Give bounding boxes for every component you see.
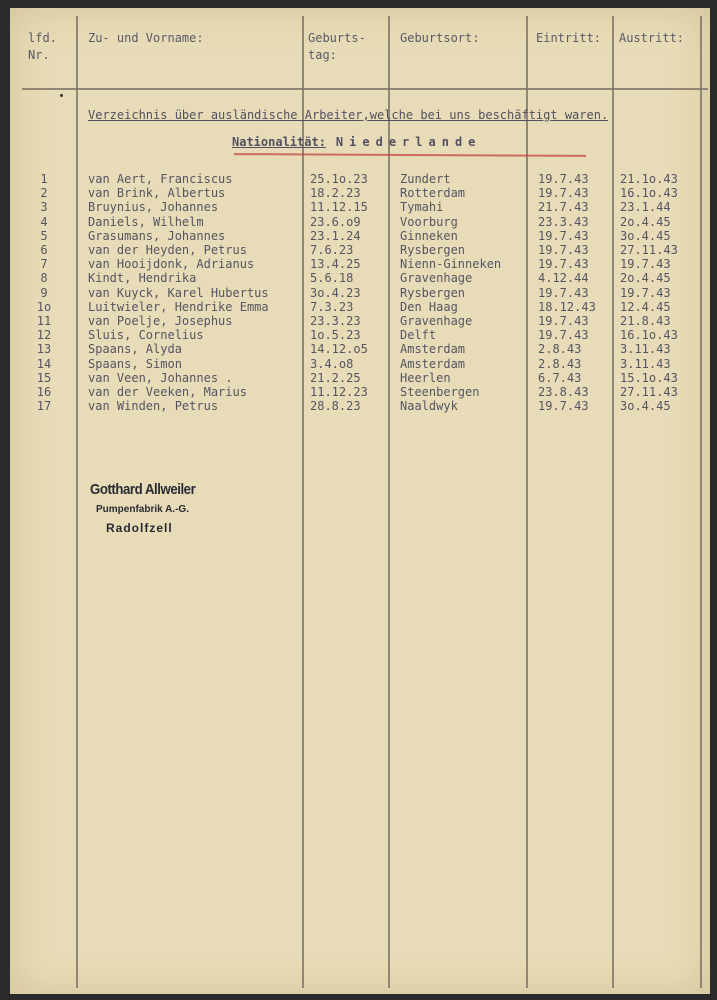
cell-name: Sluis, Cornelius xyxy=(88,328,204,343)
document-page xyxy=(10,8,710,994)
cell-austritt: 21.8.43 xyxy=(620,314,671,328)
cell-name: van Veen, Johannes . xyxy=(88,370,233,385)
cell-nr: 1o xyxy=(36,299,52,314)
cell-name: van Winden, Petrus xyxy=(88,399,219,414)
cell-geburtsort: Steenbergen xyxy=(400,385,480,399)
cell-nr: 14 xyxy=(36,356,52,371)
cell-name: van der Heyden, Petrus xyxy=(88,243,247,257)
cell-geburtsort: Tymahi xyxy=(400,200,444,215)
cell-name: van Poelje, Josephus xyxy=(88,314,233,328)
cell-austritt: 21.1o.43 xyxy=(620,172,678,186)
header-name: Zu- und Vorname: xyxy=(88,31,204,45)
stamp-city: Radolfzell xyxy=(106,521,173,535)
cell-name: van Brink, Albertus xyxy=(88,186,226,201)
table-row xyxy=(10,342,710,356)
cell-geburtstag: 13.4.25 xyxy=(310,257,361,272)
cell-geburtstag: 7.3.23 xyxy=(310,299,354,314)
cell-name: Bruynius, Johannes xyxy=(88,200,219,215)
cell-name: van Kuyck, Karel Hubertus xyxy=(88,285,269,300)
table-row xyxy=(10,229,710,243)
cell-eintritt: 4.12.44 xyxy=(538,271,589,286)
nationality-line xyxy=(232,135,481,149)
table-row xyxy=(10,300,710,314)
cell-geburtstag: 18.2.23 xyxy=(310,186,361,201)
cell-geburtstag: 5.6.18 xyxy=(310,271,354,286)
cell-geburtsort: Amsterdam xyxy=(400,356,466,371)
cell-austritt: 19.7.43 xyxy=(620,285,671,300)
cell-geburtstag: 11.12.15 xyxy=(310,200,368,215)
cell-name: Daniels, Wilhelm xyxy=(88,214,204,229)
cell-nr: 7 xyxy=(40,257,48,272)
cell-geburtstag: 25.1o.23 xyxy=(310,172,368,186)
cell-name: Luitwieler, Hendrike Emma xyxy=(88,299,269,314)
cell-austritt: 3.11.43 xyxy=(620,356,671,371)
table-row xyxy=(10,385,710,399)
cell-name: Spaans, Simon xyxy=(88,356,182,371)
cell-geburtsort: Heerlen xyxy=(400,370,451,385)
nationality-label: Nationalität: xyxy=(232,135,326,149)
column-divider xyxy=(302,16,304,988)
cell-austritt: 3o.4.45 xyxy=(620,228,671,243)
cell-name: Kindt, Hendrika xyxy=(88,271,197,286)
cell-eintritt: 18.12.43 xyxy=(538,299,596,314)
cell-eintritt: 2.8.43 xyxy=(538,356,582,371)
header-divider xyxy=(22,88,708,90)
cell-nr: 13 xyxy=(36,342,52,357)
header-geburtsort: Geburtsort: xyxy=(400,31,480,45)
cell-nr: 1 xyxy=(40,172,48,186)
cell-nr: 4 xyxy=(40,214,48,229)
cell-geburtsort: Rysbergen xyxy=(400,285,466,300)
table-row xyxy=(10,357,710,371)
header-geburtstag: Geburts- tag: xyxy=(308,31,366,62)
cell-austritt: 3.11.43 xyxy=(620,342,671,357)
cell-geburtstag: 7.6.23 xyxy=(310,243,354,257)
cell-eintritt: 21.7.43 xyxy=(538,200,589,215)
cell-nr: 9 xyxy=(40,285,48,300)
cell-eintritt: 2.8.43 xyxy=(538,342,582,357)
cell-name: van Aert, Franciscus xyxy=(88,172,233,186)
table-row xyxy=(10,371,710,385)
cell-eintritt: 19.7.43 xyxy=(538,257,589,272)
header-nr: lfd. Nr. xyxy=(28,31,57,62)
column-divider xyxy=(526,16,528,988)
cell-geburtstag: 21.2.25 xyxy=(310,370,361,385)
cell-eintritt: 23.8.43 xyxy=(538,385,589,399)
cell-nr: 17 xyxy=(36,399,52,414)
cell-geburtsort: Naaldwyk xyxy=(400,399,458,414)
cell-austritt: 3o.4.45 xyxy=(620,399,671,414)
cell-austritt: 23.1.44 xyxy=(620,200,671,215)
cell-austritt: 27.11.43 xyxy=(620,385,678,399)
cell-nr: 3 xyxy=(40,200,48,215)
table-row xyxy=(10,215,710,229)
ink-dot xyxy=(60,94,63,97)
cell-austritt: 16.1o.43 xyxy=(620,186,678,201)
cell-geburtsort: Ginneken xyxy=(400,228,458,243)
cell-name: Grasumans, Johannes xyxy=(88,228,226,243)
table-row xyxy=(10,257,710,271)
cell-geburtstag: 23.1.24 xyxy=(310,228,361,243)
cell-eintritt: 19.7.43 xyxy=(538,228,589,243)
cell-geburtsort: Gravenhage xyxy=(400,271,473,286)
cell-geburtsort: Zundert xyxy=(400,172,451,186)
cell-name: van Hooijdonk, Adrianus xyxy=(88,257,255,272)
cell-austritt: 12.4.45 xyxy=(620,299,671,314)
cell-eintritt: 19.7.43 xyxy=(538,243,589,257)
company-stamp xyxy=(90,481,210,535)
cell-eintritt: 19.7.43 xyxy=(538,328,589,343)
cell-geburtstag: 3o.4.23 xyxy=(310,285,361,300)
cell-eintritt: 23.3.43 xyxy=(538,214,589,229)
red-underline xyxy=(234,153,586,157)
cell-nr: 8 xyxy=(40,271,48,286)
table-row xyxy=(10,314,710,328)
cell-geburtsort: Gravenhage xyxy=(400,314,473,328)
cell-geburtstag: 3.4.o8 xyxy=(310,356,354,371)
cell-geburtsort: Nienn-Ginneken xyxy=(400,257,502,272)
cell-austritt: 15.1o.43 xyxy=(620,370,678,385)
cell-nr: 11 xyxy=(36,314,52,328)
table-row xyxy=(10,399,710,413)
cell-austritt: 16.1o.43 xyxy=(620,328,678,343)
header-austritt: Austritt: xyxy=(619,31,685,45)
cell-eintritt: 6.7.43 xyxy=(538,370,582,385)
cell-name: van der Veeken, Marius xyxy=(88,385,247,399)
table-row xyxy=(10,286,710,300)
cell-geburtsort: Den Haag xyxy=(400,299,458,314)
cell-geburtstag: 14.12.o5 xyxy=(310,342,368,357)
cell-eintritt: 19.7.43 xyxy=(538,285,589,300)
cell-eintritt: 19.7.43 xyxy=(538,186,589,201)
cell-nr: 6 xyxy=(40,243,48,257)
cell-geburtsort: Delft xyxy=(400,328,437,343)
cell-austritt: 19.7.43 xyxy=(620,257,671,272)
stamp-company-name: Gotthard Allweiler xyxy=(90,481,196,498)
cell-nr: 5 xyxy=(40,228,48,243)
cell-geburtsort: Voorburg xyxy=(400,214,458,229)
header-eintritt: Eintritt: xyxy=(536,31,602,45)
cell-eintritt: 19.7.43 xyxy=(538,314,589,328)
column-divider xyxy=(388,16,390,988)
column-divider xyxy=(76,16,78,988)
cell-geburtsort: Rysbergen xyxy=(400,243,466,257)
cell-geburtsort: Amsterdam xyxy=(400,342,466,357)
cell-austritt: 2o.4.45 xyxy=(620,214,671,229)
column-divider xyxy=(700,16,702,988)
cell-nr: 15 xyxy=(36,370,52,385)
cell-nr: 2 xyxy=(40,186,48,201)
table-row xyxy=(10,328,710,342)
cell-austritt: 2o.4.45 xyxy=(620,271,671,286)
cell-eintritt: 19.7.43 xyxy=(538,399,589,414)
cell-eintritt: 19.7.43 xyxy=(538,172,589,186)
cell-geburtstag: 23.6.o9 xyxy=(310,214,361,229)
cell-nr: 12 xyxy=(36,328,52,343)
cell-austritt: 27.11.43 xyxy=(620,243,678,257)
table-row xyxy=(10,186,710,200)
cell-geburtsort: Rotterdam xyxy=(400,186,466,201)
nationality-value: Niederlande xyxy=(335,135,482,149)
cell-geburtstag: 1o.5.23 xyxy=(310,328,361,343)
cell-nr: 16 xyxy=(36,385,52,399)
cell-geburtstag: 23.3.23 xyxy=(310,314,361,328)
table-row xyxy=(10,200,710,214)
stamp-company-type: Pumpenfabrik A.-G. xyxy=(96,504,189,515)
column-divider xyxy=(612,16,614,988)
cell-geburtstag: 11.12.23 xyxy=(310,385,368,399)
table-row xyxy=(10,172,710,186)
document-title: Verzeichnis über ausländische Arbeiter,welche bei uns beschäftigt waren. xyxy=(88,108,609,122)
table-row xyxy=(10,271,710,285)
cell-name: Spaans, Alyda xyxy=(88,342,182,357)
cell-geburtstag: 28.8.23 xyxy=(310,399,361,414)
table-row xyxy=(10,243,710,257)
